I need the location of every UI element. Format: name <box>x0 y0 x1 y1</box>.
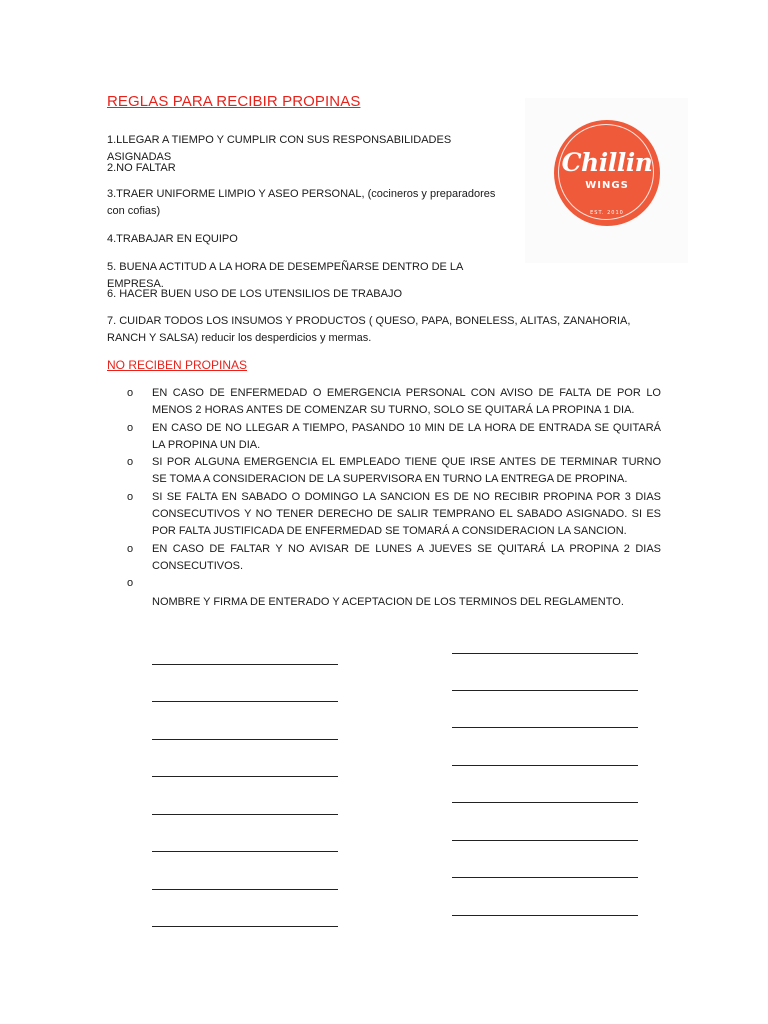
chillin-wings-logo <box>554 120 660 226</box>
signature-line[interactable] <box>452 915 638 916</box>
signature-line[interactable] <box>452 840 638 841</box>
signature-line[interactable] <box>452 653 638 654</box>
logo-container <box>525 98 688 263</box>
no-tips-heading: NO RECIBEN PROPINAS <box>107 358 248 372</box>
signature-line[interactable] <box>452 765 638 766</box>
logo-brand-text: Chillin <box>561 148 653 177</box>
logo-sub-text: WINGS <box>585 180 629 191</box>
bullet-marker: o <box>127 421 134 434</box>
list-item <box>127 385 661 420</box>
rule-1: 1.LLEGAR A TIEMPO Y CUMPLIR CON SUS RESPONSABILIDADES ASIGNADAS <box>107 134 452 163</box>
list-item-text: EN CASO DE FALTAR Y NO AVISAR DE LUNES A JUEVES SE QUITARÁ LA PROPINA 2 DIAS CONSECUTIVOS. <box>152 542 661 572</box>
list-item <box>127 454 661 489</box>
list-item-text: EN CASO DE ENFERMEDAD O EMERGENCIA PERSONAL CON AVISO DE FALTA DE POR LO MENOS 2 HORAS ANTES DE COMENZAR SU TURNO, SOLO SE QUITARÁ LA PROPINA 1 DIA. <box>152 387 661 417</box>
signature-line[interactable] <box>152 889 338 890</box>
bullet-marker: o <box>127 387 134 399</box>
bullet-marker: o <box>127 456 134 469</box>
no-tips-list <box>127 385 661 592</box>
rule-6: 6. HACER BUEN USO DE LOS UTENSILIOS DE TRABAJO <box>107 288 403 300</box>
signature-line[interactable] <box>152 739 338 740</box>
signoff-text: NOMBRE Y FIRMA DE ENTERADO Y ACEPTACION DE LOS TERMINOS DEL REGLAMENTO. <box>152 596 624 608</box>
signature-line[interactable] <box>152 701 338 702</box>
list-item <box>127 489 661 541</box>
signature-line[interactable] <box>152 664 338 665</box>
document-title: REGLAS PARA RECIBIR PROPINAS <box>107 93 361 110</box>
rule-2: 2.NO FALTAR <box>107 162 176 174</box>
signature-line[interactable] <box>452 802 638 803</box>
list-item <box>127 420 661 455</box>
list-item <box>127 575 661 592</box>
rule-3: 3.TRAER UNIFORME LIMPIO Y ASEO PERSONAL, (cocineros y preparadores con cofias) <box>107 188 496 217</box>
rule-4: 4.TRABAJAR EN EQUIPO <box>107 233 238 245</box>
logo-est-text: EST. 2010 <box>590 210 624 216</box>
rule-5: 5. BUENA ACTITUD A LA HORA DE DESEMPEÑARSE DENTRO DE LA EMPRESA. <box>107 261 463 290</box>
signature-line[interactable] <box>152 851 338 852</box>
signature-line[interactable] <box>152 926 338 927</box>
bullet-marker: o <box>127 577 134 590</box>
rule-7: 7. CUIDAR TODOS LOS INSUMOS Y PRODUCTOS ( QUESO, PAPA, BONELESS, ALITAS, ZANAHORIA, RANCH Y SALSA) reducir los desperdicios y mermas. <box>107 315 631 344</box>
signature-line[interactable] <box>452 690 638 691</box>
bullet-marker: o <box>127 490 134 503</box>
signature-line[interactable] <box>152 776 338 777</box>
list-item-text: EN CASO DE NO LLEGAR A TIEMPO, PASANDO 10 MIN DE LA HORA DE ENTRADA SE QUITARÁ LA PROPINA UN DIA. <box>152 421 661 451</box>
signature-line[interactable] <box>152 814 338 815</box>
signature-line[interactable] <box>452 877 638 878</box>
list-item <box>127 541 661 576</box>
bullet-marker: o <box>127 542 134 555</box>
signature-line[interactable] <box>452 727 638 728</box>
list-item-text: SI POR ALGUNA EMERGENCIA EL EMPLEADO TIENE QUE IRSE ANTES DE TERMINAR TURNO SE TOMA A CONSIDERACION DE LA SUPERVISORA EN TURNO LA ENTREGA DE PROPINA. <box>152 456 661 486</box>
list-item-text: SI SE FALTA EN SABADO O DOMINGO LA SANCION ES DE NO RECIBIR PROPINA POR 3 DIAS CONSECUTIVOS Y NO TENER DERECHO DE SALIR TEMPRANO EL SABADO ASIGNADO. SI ES POR FALTA JUSTIFICADA DE ENFERMEDAD SE TOMARÁ A CONSIDERACION LA SANCION. <box>152 490 661 538</box>
